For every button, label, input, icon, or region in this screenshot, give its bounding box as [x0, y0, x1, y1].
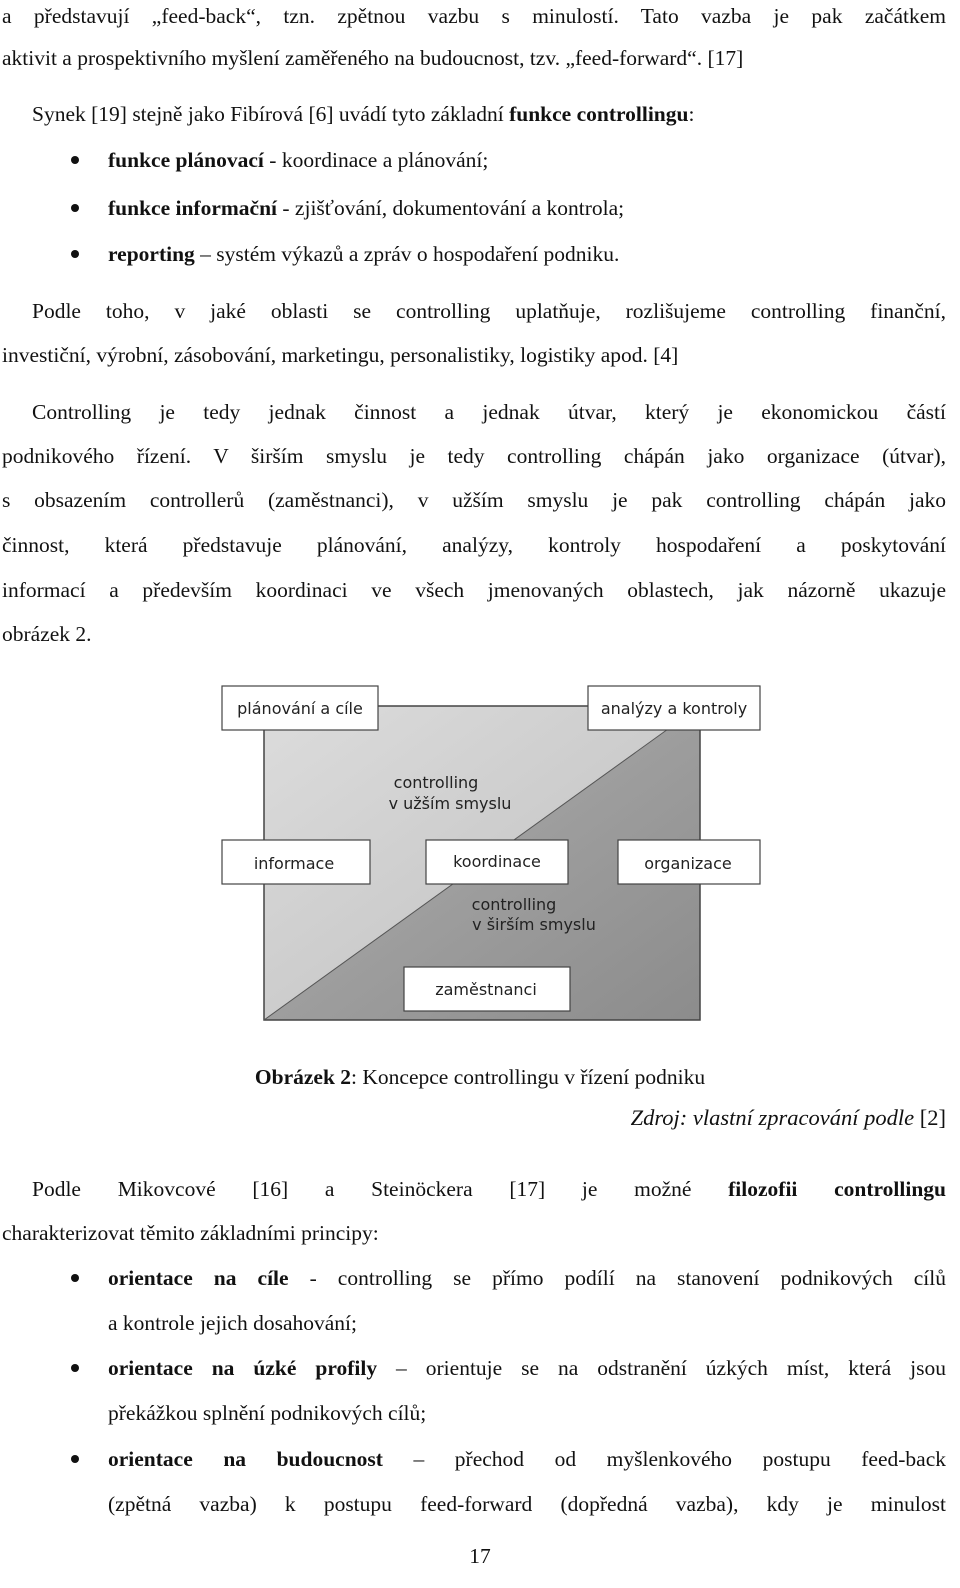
- caption-label: Obrázek 2: [254, 1065, 352, 1089]
- list-item-bold: reporting: [108, 242, 195, 266]
- list-item-text: – systém výkazů a zpráv o hospodaření podniku.: [194, 242, 620, 266]
- list-item-bold: funkce plánovací: [108, 148, 264, 172]
- list-item: [108, 194, 946, 222]
- bullet-icon: [71, 1364, 79, 1372]
- text-line: investiční, výrobní, zásobování, marketingu, personalistiky, logistiky apod. [4]: [2, 343, 679, 367]
- text-line: s obsazením controllerů (zaměstnanci), v užším smyslu je pak controlling chápán jako: [2, 488, 946, 512]
- bullet-icon: [71, 1274, 79, 1282]
- organizace-label: organizace: [644, 854, 732, 873]
- bullet-icon: [71, 204, 79, 212]
- list-item-bold: orientace na úzké profily: [108, 1356, 378, 1380]
- synek-text: Synek [19] stejně jako Fibírová [6] uvádí tyto základní: [32, 102, 510, 126]
- mikovcove-bold: filozofii controllingu: [728, 1177, 947, 1201]
- bullet-icon: [71, 1455, 79, 1463]
- figure-caption: [0, 1063, 960, 1091]
- list-item-bold: orientace na cíle: [108, 1266, 289, 1290]
- list-item-text: - controlling se přímo podílí na stanovení podnikových cílů: [288, 1266, 946, 1290]
- source-ref: [2]: [914, 1105, 946, 1130]
- synek-bold: funkce controllingu: [509, 102, 689, 126]
- list-item-text: - zjišťování, dokumentování a kontrola;: [277, 196, 625, 220]
- planovani-label: plánování a cíle: [237, 699, 363, 718]
- list-item-text: – orientuje se na odstranění úzkých míst, která jsou: [377, 1356, 947, 1380]
- text-line: obrázek 2.: [2, 622, 92, 646]
- text-line: a představují „feed-back“, tzn. zpětnou vazbu s minulostí. Tato vazba je pak začátkem: [2, 4, 946, 28]
- list-item: [108, 240, 946, 268]
- koordinace-label: koordinace: [453, 852, 541, 871]
- source-italic: Zdroj: vlastní zpracování podle: [630, 1105, 915, 1130]
- text-line: Podle toho, v jaké oblasti se controlling uplatňuje, rozlišujeme controlling finanční,: [32, 299, 946, 323]
- list-item-continuation: (zpětná vazba) k postupu feed-forward (dopředná vazba), kdy je minulost: [108, 1492, 946, 1516]
- text-line: podnikového řízení. V širším smyslu je tedy controlling chápán jako organizace (útvar),: [2, 444, 946, 468]
- list-item-text: – přechod od myšlenkového postupu feed-back: [382, 1447, 946, 1471]
- page-number: 17: [469, 1544, 491, 1568]
- text-line: Controlling je tedy jednak činnost a jednak útvar, který je ekonomickou částí: [32, 400, 946, 424]
- mikovcove-text: Podle Mikovcové [16] a Steinöckera [17] je možné: [32, 1177, 729, 1201]
- broad-label-1: controlling: [471, 895, 557, 914]
- list-item: [108, 146, 946, 174]
- text-line: aktivit a prospektivního myšlení zaměřeného na budoucnost, tzv. „feed-forward“. [17]: [2, 46, 744, 70]
- text-line: charakterizovat těmito základními principy:: [2, 1221, 379, 1245]
- informace-label: informace: [253, 854, 335, 873]
- list-item-continuation: překážkou splnění podnikových cílů;: [108, 1401, 427, 1425]
- text-line: činnost, která představuje plánování, analýzy, kontroly hospodaření a poskytování: [2, 533, 946, 557]
- narrow-label-1: controlling: [393, 773, 479, 792]
- list-item-bold: funkce informační: [108, 196, 278, 220]
- text-line: [32, 1175, 946, 1203]
- broad-label-2: v širším smyslu: [472, 915, 596, 934]
- list-item-bold: orientace na budoucnost: [108, 1447, 383, 1471]
- zamestnanci-label: zaměstnanci: [435, 980, 537, 999]
- synek-end: :: [688, 102, 695, 126]
- list-item-text: - koordinace a plánování;: [263, 148, 489, 172]
- figure-source: [631, 1104, 946, 1132]
- list-item-continuation: a kontrole jejich dosahování;: [108, 1311, 357, 1335]
- analyzy-label: analýzy a kontroly: [600, 699, 748, 718]
- controlling-diagram: [0, 680, 960, 1040]
- bullet-icon: [71, 250, 79, 258]
- list-item: [108, 1445, 946, 1473]
- text-line: [32, 100, 946, 128]
- list-item: [108, 1264, 946, 1292]
- list-item: [108, 1354, 946, 1382]
- bullet-icon: [71, 156, 79, 164]
- narrow-label-2: v užším smyslu: [388, 794, 512, 813]
- text-line: informací a především koordinaci ve všech jmenovaných oblastech, jak názorně ukazuje: [2, 578, 946, 602]
- caption-text: : Koncepce controllingu v řízení podniku: [351, 1065, 706, 1089]
